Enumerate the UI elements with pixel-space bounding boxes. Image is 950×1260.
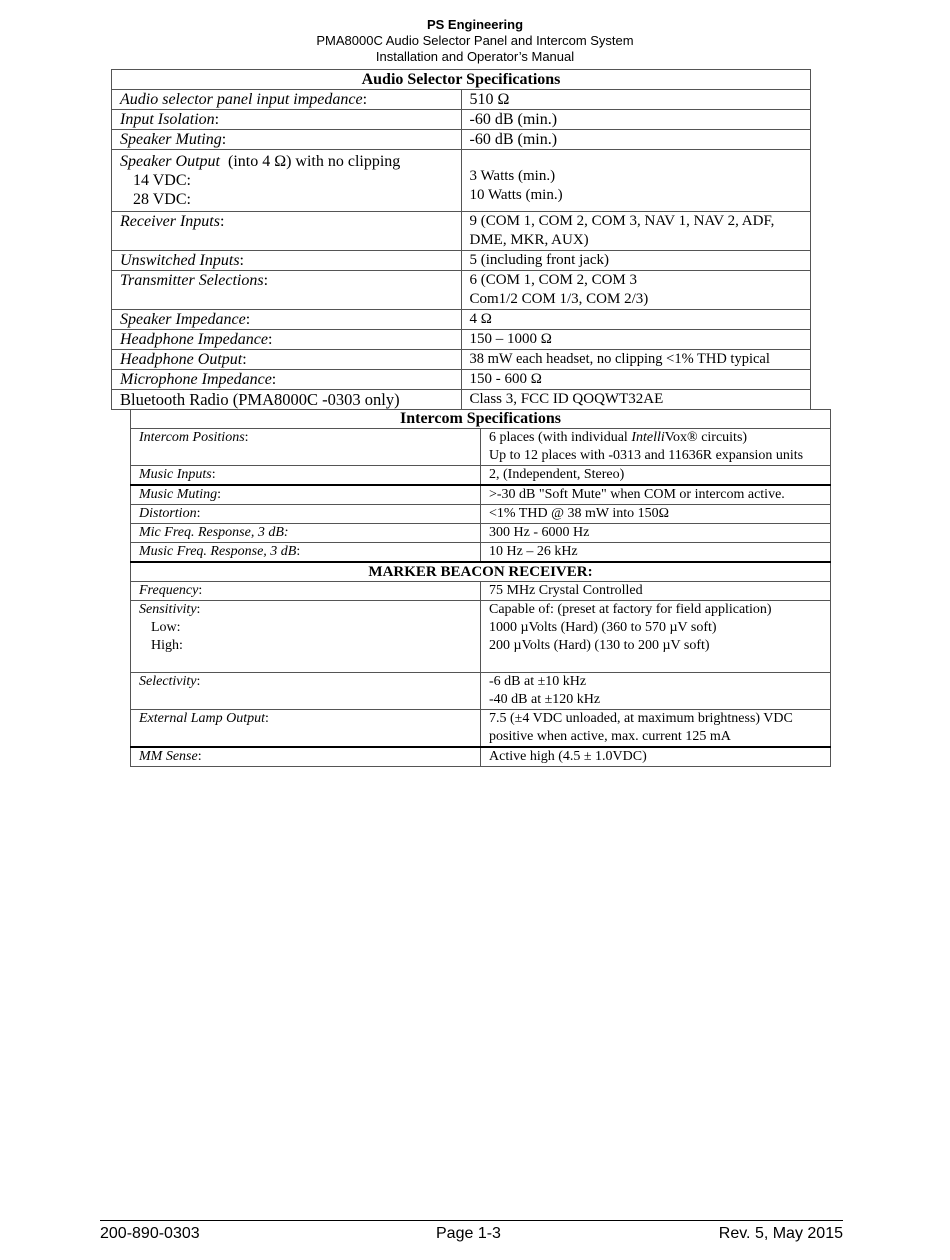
table-row: Music Inputs: 2, (Independent, Stereo): [131, 466, 831, 486]
spec-sublabel: 28 VDC:: [133, 191, 191, 208]
spec-value: 75 MHz Crystal Controlled: [481, 582, 831, 601]
spec-value: 10 Watts (min.): [469, 187, 563, 203]
table-row: External Lamp Output: 7.5 (±4 VDC unloaded, at maximum brightness) VDC positive when active, max. current 125 mA: [131, 710, 831, 748]
table-row: Receiver Inputs: 9 (COM 1, COM 2, COM 3, NAV 1, NAV 2, ADF, DME, MKR, AUX): [112, 212, 811, 251]
spec-label: Speaker Impedance: [120, 311, 246, 328]
spec-value: 6 (COM 1, COM 2, COM 3: [469, 272, 638, 288]
spec-value: 1000 µVolts (Hard) (360 to 570 µV soft): [489, 620, 717, 635]
spec-label: Receiver Inputs: [120, 213, 220, 230]
spec-sublabel: 14 VDC:: [133, 172, 191, 189]
spec-value: -60 dB (min.): [461, 130, 811, 150]
spec-value: 150 – 1000 Ω: [461, 330, 811, 350]
spec-value: 510 Ω: [461, 90, 811, 110]
spec-value: -40 dB at ±120 kHz: [489, 692, 601, 707]
table-row: Music Muting: >-30 dB "Soft Mute" when COM or intercom active.: [131, 485, 831, 505]
spec-value: -60 dB (min.): [461, 110, 811, 130]
table-row: Speaker Impedance: 4 Ω: [112, 310, 811, 330]
company-name: PS Engineering: [426, 17, 524, 32]
spec-label: Microphone Impedance: [120, 371, 272, 388]
spec-label: Music Muting: [139, 487, 218, 502]
spec-label: External Lamp Output: [139, 711, 265, 726]
table-row: Mic Freq. Response, 3 dB: 300 Hz - 6000 Hz: [131, 524, 831, 543]
spec-value: 300 Hz - 6000 Hz: [481, 524, 831, 543]
spec-value: DME, MKR, AUX): [469, 232, 589, 248]
spec-label: Audio selector panel input impedance: [120, 91, 363, 108]
table-row: Music Freq. Response, 3 dB: 10 Hz – 26 kHz: [131, 543, 831, 563]
table-row: Headphone Impedance: 150 – 1000 Ω: [112, 330, 811, 350]
spec-sublabel: High:: [151, 638, 183, 653]
page-header: [0, 17, 950, 65]
spec-label: Speaker Muting: [120, 131, 222, 148]
audio-selector-specs-table: [111, 69, 811, 410]
spec-value: 4 Ω: [461, 310, 811, 330]
spec-value: 2, (Independent, Stereo): [481, 466, 831, 486]
spec-label: Mic Freq. Response, 3 dB: [139, 525, 284, 540]
table-row: Input Isolation: -60 dB (min.): [112, 110, 811, 130]
manual-title: Installation and Operator’s Manual: [375, 49, 575, 64]
spec-sublabel: Low:: [151, 620, 181, 635]
spec-value: Class 3, FCC ID QOQWT32AE: [461, 390, 811, 410]
table-row: Distortion: <1% THD @ 38 mW into 150Ω: [131, 505, 831, 524]
spec-label: Selectivity: [139, 674, 197, 689]
product-name: PMA8000C Audio Selector Panel and Intercom System: [316, 33, 634, 48]
spec-value: Com1/2 COM 1/3, COM 2/3): [469, 291, 649, 307]
spec-label: Transmitter Selections: [120, 272, 264, 289]
table-row: MM Sense: Active high (4.5 ± 1.0VDC): [131, 747, 831, 767]
spec-value: Active high (4.5 ± 1.0VDC): [481, 747, 831, 767]
table-row: Unswitched Inputs: 5 (including front jack): [112, 251, 811, 271]
spec-value: 9 (COM 1, COM 2, COM 3, NAV 1, NAV 2, ADF,: [469, 213, 775, 229]
spec-value: -6 dB at ±10 kHz: [489, 674, 587, 689]
spec-value: 150 - 600 Ω: [461, 370, 811, 390]
doc-number: 200-890-0303: [100, 1225, 200, 1242]
spec-label: Music Freq. Response, 3 dB: [139, 544, 297, 559]
spec-value: 200 µVolts (Hard) (130 to 200 µV soft): [489, 638, 710, 653]
spec-label: Headphone Output: [120, 351, 243, 368]
spec-value: >-30 dB "Soft Mute" when COM or intercom active.: [481, 485, 831, 505]
intercom-specs-table: [130, 409, 831, 767]
spec-label: Intercom Positions: [139, 430, 245, 445]
table-row: Frequency: 75 MHz Crystal Controlled: [131, 582, 831, 601]
spec-value: 5 (including front jack): [461, 251, 811, 271]
spec-value: positive when active, max. current 125 mA: [489, 729, 731, 744]
spec-value: 38 mW each headset, no clipping <1% THD typical: [461, 350, 811, 370]
spec-label: Unswitched Inputs: [120, 252, 240, 269]
table-row: Speaker Output (into 4 Ω) with no clipping 14 VDC: 28 VDC: 3 Watts (min.) 10 Watts (min.): [112, 150, 811, 212]
table-title: Audio Selector Specifications: [112, 70, 811, 90]
spec-label: Input Isolation: [120, 111, 215, 128]
spec-value: 6 places (with individual IntelliVox® circuits): [489, 430, 748, 445]
table-row: [112, 390, 811, 410]
page-number: Page 1-3: [436, 1225, 501, 1242]
spec-label: MM Sense: [139, 749, 198, 764]
spec-value: 3 Watts (min.): [469, 168, 556, 184]
spec-value: 7.5 (±4 VDC unloaded, at maximum brightness) VDC: [489, 711, 793, 726]
section-title: MARKER BEACON RECEIVER:: [131, 562, 831, 582]
spec-label: Bluetooth Radio (PMA8000C -0303 only): [120, 390, 400, 409]
table-row: Headphone Output: 38 mW each headset, no clipping <1% THD typical: [112, 350, 811, 370]
table-row: Transmitter Selections: 6 (COM 1, COM 2, COM 3 Com1/2 COM 1/3, COM 2/3): [112, 271, 811, 310]
spec-value: Capable of: (preset at factory for field application): [489, 602, 772, 617]
spec-value: Up to 12 places with -0313 and 11636R expansion units: [489, 448, 804, 463]
table-row: Sensitivity: Low: High: Capable of: (preset at factory for field application) 1000 µVolts (Hard) (360 to 570 µV soft) 200 µVolts (Hard) (130 to 200 µV soft): [131, 601, 831, 673]
spec-label: Frequency: [139, 583, 199, 598]
table-title: Intercom Specifications: [131, 410, 831, 429]
table-row: Selectivity: -6 dB at ±10 kHz -40 dB at ±120 kHz: [131, 673, 831, 710]
spec-value: <1% THD @ 38 mW into 150Ω: [481, 505, 831, 524]
spec-label: Sensitivity: [139, 602, 197, 617]
revision: Rev. 5, May 2015: [718, 1225, 843, 1242]
spec-label: Headphone Impedance: [120, 331, 268, 348]
table-row: Microphone Impedance: 150 - 600 Ω: [112, 370, 811, 390]
table-row: Intercom Positions: 6 places (with individual IntelliVox® circuits) Up to 12 places with -0313 and 11636R expansion units: [131, 429, 831, 466]
table-row: Speaker Muting: -60 dB (min.): [112, 130, 811, 150]
page-footer: [100, 1220, 843, 1242]
spec-label: Distortion: [139, 506, 197, 521]
table-row: Audio selector panel input impedance: 510 Ω: [112, 90, 811, 110]
spec-label: Speaker Output: [120, 153, 220, 170]
spec-value: 10 Hz – 26 kHz: [481, 543, 831, 563]
spec-label: Music Inputs: [139, 467, 212, 482]
